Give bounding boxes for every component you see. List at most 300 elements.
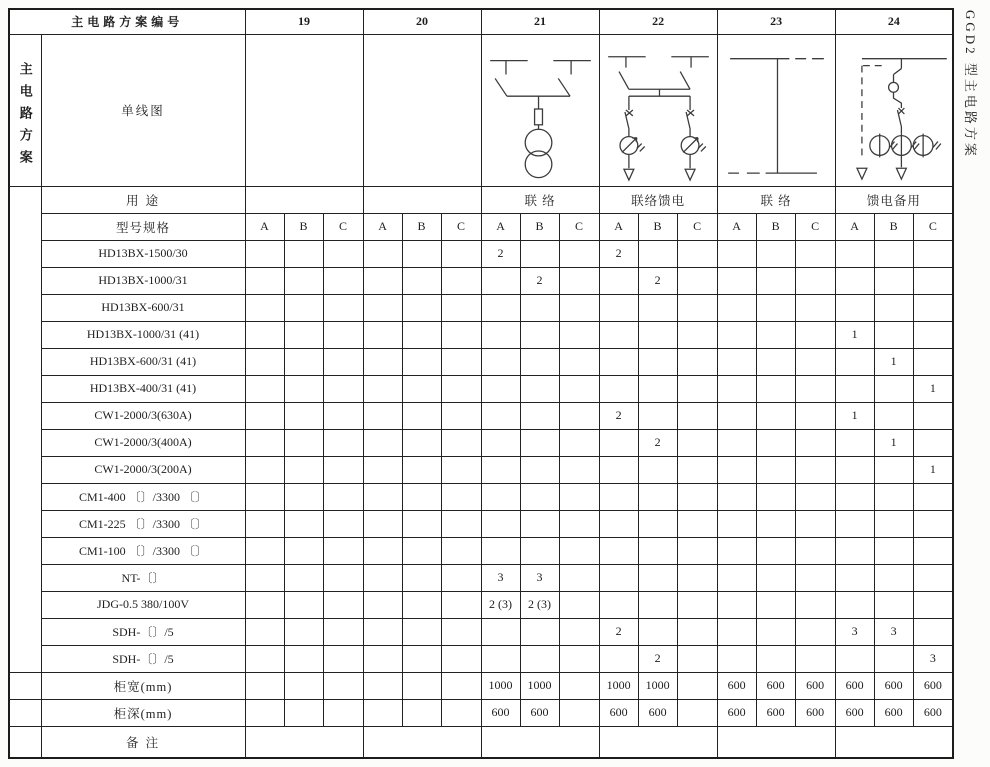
- spec-cell: [363, 510, 402, 537]
- row-label-model: HD13BX-1500/30: [41, 240, 245, 267]
- spec-cell: [284, 645, 323, 672]
- subcol-a: A: [245, 213, 284, 240]
- value-cell: [363, 699, 402, 726]
- spec-cell: [717, 537, 756, 564]
- spec-cell: [363, 564, 402, 591]
- subcol-b: B: [874, 213, 913, 240]
- spec-cell: [559, 402, 599, 429]
- spec-cell: [599, 429, 638, 456]
- spec-cell: [323, 348, 363, 375]
- left-spacer-cell: [9, 699, 41, 726]
- spec-cell: [245, 645, 284, 672]
- spec-cell: [559, 645, 599, 672]
- row-label-model: HD13BX-1000/31: [41, 267, 245, 294]
- spec-cell: [520, 294, 559, 321]
- spec-cell: [599, 456, 638, 483]
- spec-cell: [441, 618, 481, 645]
- spec-cell: 2: [599, 618, 638, 645]
- main-circuit-scheme-vertical-label: 主电路方案: [17, 62, 33, 172]
- spec-cell: [402, 294, 441, 321]
- spec-cell: [323, 537, 363, 564]
- spec-cell: [363, 456, 402, 483]
- subcol-a: A: [835, 213, 874, 240]
- spec-cell: [402, 483, 441, 510]
- spec-cell: [756, 645, 795, 672]
- spec-cell: [677, 321, 717, 348]
- spec-cell: [913, 618, 953, 645]
- spec-cell: [913, 510, 953, 537]
- spec-cell: [245, 348, 284, 375]
- spec-cell: [795, 294, 835, 321]
- spec-cell: [835, 348, 874, 375]
- spec-cell: [756, 375, 795, 402]
- value-cell: [284, 672, 323, 699]
- spec-cell: [402, 564, 441, 591]
- spec-cell: [323, 240, 363, 267]
- spec-cell: 2: [638, 645, 677, 672]
- spec-cell: [402, 591, 441, 618]
- spec-cell: [402, 348, 441, 375]
- value-cell: 600: [795, 699, 835, 726]
- spec-cell: [913, 267, 953, 294]
- spec-cell: [677, 375, 717, 402]
- spec-row: [9, 402, 953, 429]
- usage-row: [9, 186, 953, 213]
- spec-cell: [795, 645, 835, 672]
- spec-row: [9, 294, 953, 321]
- spec-cell: [677, 294, 717, 321]
- spec-cell: [245, 429, 284, 456]
- spec-cell: [245, 321, 284, 348]
- spec-cell: 2 (3): [481, 591, 520, 618]
- spec-cell: [323, 645, 363, 672]
- spec-cell: [245, 510, 284, 537]
- spec-cell: [481, 375, 520, 402]
- spec-cell: [717, 321, 756, 348]
- spec-cell: [677, 591, 717, 618]
- spec-cell: [677, 240, 717, 267]
- spec-cell: [835, 591, 874, 618]
- spec-row: [9, 618, 953, 645]
- spec-cell: [402, 375, 441, 402]
- spec-cell: [520, 321, 559, 348]
- spec-cell: [835, 483, 874, 510]
- spec-cell: [677, 537, 717, 564]
- spec-cell: [638, 510, 677, 537]
- spec-cell: [363, 267, 402, 294]
- spec-row: [9, 510, 953, 537]
- spec-cell: [284, 537, 323, 564]
- spec-cell: [284, 348, 323, 375]
- spec-cell: [481, 294, 520, 321]
- spec-cell: [559, 267, 599, 294]
- spec-cell: [284, 618, 323, 645]
- spec-cell: [638, 483, 677, 510]
- spec-cell: [284, 564, 323, 591]
- usage-cell-21: 联 络: [481, 186, 599, 213]
- spec-cell: [795, 510, 835, 537]
- spec-cell: [599, 645, 638, 672]
- spec-cell: [913, 429, 953, 456]
- spec-cell: [363, 618, 402, 645]
- spec-cell: [323, 564, 363, 591]
- value-cell: [323, 672, 363, 699]
- spec-cell: [599, 348, 638, 375]
- spec-cell: 3: [913, 645, 953, 672]
- usage-cell-20: [363, 186, 481, 213]
- spec-cell: [441, 510, 481, 537]
- spec-cell: [245, 402, 284, 429]
- spec-cell: [717, 618, 756, 645]
- spec-cell: 3: [874, 618, 913, 645]
- notes-cell-24: [835, 726, 953, 758]
- spec-cell: [481, 402, 520, 429]
- subcol-a: A: [599, 213, 638, 240]
- spec-cell: 2: [481, 240, 520, 267]
- spec-cell: [756, 402, 795, 429]
- spec-cell: [913, 240, 953, 267]
- spec-cell: [874, 537, 913, 564]
- spec-cell: [795, 456, 835, 483]
- spec-cell: [677, 645, 717, 672]
- spec-cell: [402, 510, 441, 537]
- spec-cell: [913, 348, 953, 375]
- row-label-model: HD13BX-1000/31 (41): [41, 321, 245, 348]
- spec-cell: [756, 510, 795, 537]
- spec-cell: [835, 537, 874, 564]
- spec-cell: [559, 348, 599, 375]
- spec-cell: [599, 321, 638, 348]
- spec-cell: [874, 267, 913, 294]
- row-label-model: CW1-2000/3(200A): [41, 456, 245, 483]
- spec-cell: [835, 267, 874, 294]
- spec-cell: [520, 375, 559, 402]
- single-line-diagram-23-icon: [718, 35, 835, 185]
- spec-cell: [520, 348, 559, 375]
- spec-cell: [323, 267, 363, 294]
- row-label-model: CM1-100 〔〕/3300 〔〕: [41, 537, 245, 564]
- row-label-model: HD13BX-600/31 (41): [41, 348, 245, 375]
- spec-cell: [363, 240, 402, 267]
- value-cell: 600: [913, 699, 953, 726]
- spec-cell: [638, 402, 677, 429]
- spec-cell: 1: [835, 402, 874, 429]
- spec-cell: 3: [835, 618, 874, 645]
- spec-cell: [284, 483, 323, 510]
- spec-cell: [363, 537, 402, 564]
- row-label-model: CM1-225 〔〕/3300 〔〕: [41, 510, 245, 537]
- spec-row: [9, 456, 953, 483]
- spec-cell: 2: [638, 429, 677, 456]
- spec-cell: [677, 402, 717, 429]
- value-cell: [245, 699, 284, 726]
- subcol-a: A: [481, 213, 520, 240]
- spec-cell: [913, 402, 953, 429]
- spec-cell: [717, 348, 756, 375]
- spec-cell: [441, 564, 481, 591]
- main-circuit-scheme-table: [8, 8, 954, 759]
- spec-cell: [638, 537, 677, 564]
- spec-cell: [284, 375, 323, 402]
- spec-cell: [481, 537, 520, 564]
- value-cell: [559, 699, 599, 726]
- row-label-model: HD13BX-400/31 (41): [41, 375, 245, 402]
- spec-cell: [599, 375, 638, 402]
- spec-cell: [520, 618, 559, 645]
- spec-cell: 2 (3): [520, 591, 559, 618]
- scheme-number-23: 23: [717, 9, 835, 34]
- single-line-diagram-21-icon: [482, 35, 599, 185]
- spec-cell: [756, 429, 795, 456]
- spec-cell: 1: [913, 375, 953, 402]
- spec-cell: [756, 483, 795, 510]
- spec-cell: [284, 510, 323, 537]
- scheme-number-19: 19: [245, 9, 363, 34]
- value-cell: [363, 672, 402, 699]
- spec-cell: [913, 564, 953, 591]
- row-label-cabinet-depth: 柜深(mm): [41, 699, 245, 726]
- spec-cell: [520, 483, 559, 510]
- value-cell: 1000: [481, 672, 520, 699]
- row-label-model: SDH-〔〕/5: [41, 645, 245, 672]
- subcol-a: A: [363, 213, 402, 240]
- spec-cell: [756, 537, 795, 564]
- left-spacer-column: [9, 186, 41, 672]
- spec-cell: [284, 267, 323, 294]
- row-label-model: CW1-2000/3(400A): [41, 429, 245, 456]
- spec-cell: [520, 510, 559, 537]
- spec-cell: [599, 564, 638, 591]
- spec-cell: [717, 645, 756, 672]
- value-cell: 600: [638, 699, 677, 726]
- value-cell: 1000: [520, 672, 559, 699]
- spec-cell: [835, 456, 874, 483]
- row-label-model: NT-〔〕: [41, 564, 245, 591]
- spec-cell: [284, 321, 323, 348]
- spec-cell: [913, 294, 953, 321]
- value-cell: [441, 672, 481, 699]
- spec-cell: [284, 591, 323, 618]
- spec-cell: 2: [638, 267, 677, 294]
- spec-cell: [363, 402, 402, 429]
- spec-cell: [795, 402, 835, 429]
- spec-cell: [323, 618, 363, 645]
- subcol-b: B: [520, 213, 559, 240]
- subcol-c: C: [795, 213, 835, 240]
- spec-cell: 2: [520, 267, 559, 294]
- spec-cell: [795, 537, 835, 564]
- spec-cell: [441, 348, 481, 375]
- spec-cell: [323, 402, 363, 429]
- row-label-model: SDH-〔〕/5: [41, 618, 245, 645]
- spec-cell: [874, 321, 913, 348]
- spec-cell: [638, 240, 677, 267]
- spec-cell: [874, 456, 913, 483]
- value-cell: 600: [717, 699, 756, 726]
- value-cell: [284, 699, 323, 726]
- cabinet-width-row: [9, 672, 953, 699]
- spec-cell: [363, 375, 402, 402]
- spec-header-row: [9, 213, 953, 240]
- value-cell: 600: [756, 672, 795, 699]
- spec-cell: [638, 375, 677, 402]
- spec-cell: [520, 537, 559, 564]
- spec-cell: [559, 483, 599, 510]
- spec-cell: [756, 294, 795, 321]
- spec-cell: [717, 429, 756, 456]
- spec-cell: 2: [599, 402, 638, 429]
- usage-cell-22: 联络馈电: [599, 186, 717, 213]
- diagram-cell-19: [245, 34, 363, 186]
- notes-cell-22: [599, 726, 717, 758]
- spec-cell: [756, 348, 795, 375]
- spec-cell: 1: [835, 321, 874, 348]
- spec-cell: [481, 429, 520, 456]
- row-label-model: CW1-2000/3(630A): [41, 402, 245, 429]
- spec-cell: [245, 240, 284, 267]
- spec-cell: [677, 456, 717, 483]
- spec-cell: [874, 564, 913, 591]
- spec-row: [9, 483, 953, 510]
- usage-cell-19: [245, 186, 363, 213]
- spec-cell: [717, 510, 756, 537]
- spec-cell: [441, 294, 481, 321]
- spec-cell: [520, 645, 559, 672]
- spec-row: [9, 321, 953, 348]
- spec-cell: [795, 267, 835, 294]
- spec-cell: [835, 429, 874, 456]
- spec-cell: [481, 483, 520, 510]
- spec-cell: [795, 591, 835, 618]
- spec-cell: [363, 429, 402, 456]
- diagram-cell-20: [363, 34, 481, 186]
- row-label-usage: 用 途: [41, 186, 245, 213]
- spec-cell: [638, 348, 677, 375]
- spec-cell: [913, 321, 953, 348]
- spec-cell: [559, 240, 599, 267]
- spec-cell: [795, 483, 835, 510]
- spec-cell: [559, 564, 599, 591]
- spec-cell: [402, 429, 441, 456]
- spec-cell: [481, 618, 520, 645]
- value-cell: 600: [835, 672, 874, 699]
- value-cell: [441, 699, 481, 726]
- value-cell: 600: [717, 672, 756, 699]
- spec-cell: [481, 321, 520, 348]
- row-label-model: CM1-400 〔〕/3300 〔〕: [41, 483, 245, 510]
- diagram-cell-21: [481, 34, 599, 186]
- spec-cell: [323, 429, 363, 456]
- spec-cell: [756, 591, 795, 618]
- spec-cell: 3: [520, 564, 559, 591]
- spec-cell: [363, 348, 402, 375]
- row-label-spec: 型号规格: [41, 213, 245, 240]
- spec-cell: [323, 294, 363, 321]
- value-cell: 600: [481, 699, 520, 726]
- spec-cell: [874, 483, 913, 510]
- spec-cell: [874, 240, 913, 267]
- spec-row: [9, 645, 953, 672]
- spec-cell: [481, 267, 520, 294]
- spec-cell: [795, 348, 835, 375]
- spec-cell: [677, 564, 717, 591]
- spec-row: [9, 240, 953, 267]
- row-label-model: JDG-0.5 380/100V: [41, 591, 245, 618]
- value-cell: 600: [795, 672, 835, 699]
- spec-cell: [402, 537, 441, 564]
- spec-cell: [245, 618, 284, 645]
- notes-cell-21: [481, 726, 599, 758]
- spec-cell: [913, 537, 953, 564]
- spec-cell: [245, 483, 284, 510]
- spec-cell: [402, 402, 441, 429]
- scheme-number-20: 20: [363, 9, 481, 34]
- spec-cell: [717, 375, 756, 402]
- spec-cell: [363, 645, 402, 672]
- spec-cell: [874, 375, 913, 402]
- value-cell: 600: [599, 699, 638, 726]
- spec-cell: [441, 429, 481, 456]
- diagram-cell-23: [717, 34, 835, 186]
- spec-cell: [323, 456, 363, 483]
- spec-cell: [599, 591, 638, 618]
- usage-cell-24: 馈电备用: [835, 186, 953, 213]
- spec-cell: [677, 618, 717, 645]
- spec-cell: [717, 294, 756, 321]
- spec-cell: [677, 348, 717, 375]
- spec-cell: [638, 321, 677, 348]
- cabinet-depth-row: [9, 699, 953, 726]
- scheme-number-24: 24: [835, 9, 953, 34]
- spec-cell: [835, 240, 874, 267]
- left-spacer-cell: [9, 672, 41, 699]
- spec-cell: [756, 564, 795, 591]
- spec-cell: [559, 510, 599, 537]
- spec-cell: [874, 591, 913, 618]
- single-line-diagram-24-icon: [836, 35, 953, 185]
- spec-cell: [874, 645, 913, 672]
- spec-cell: [323, 510, 363, 537]
- spec-cell: [756, 618, 795, 645]
- spec-cell: [520, 402, 559, 429]
- spec-row: [9, 537, 953, 564]
- spec-cell: [756, 240, 795, 267]
- diagram-cell-24: [835, 34, 953, 186]
- spec-cell: [245, 591, 284, 618]
- spec-cell: [284, 429, 323, 456]
- value-cell: [402, 699, 441, 726]
- row-label-diagram: 单线图: [41, 34, 245, 186]
- spec-cell: [402, 321, 441, 348]
- spec-row: [9, 267, 953, 294]
- spec-cell: [323, 321, 363, 348]
- spec-cell: [441, 645, 481, 672]
- spec-cell: [717, 267, 756, 294]
- spec-cell: [363, 294, 402, 321]
- spec-cell: [717, 564, 756, 591]
- subcol-c: C: [677, 213, 717, 240]
- spec-cell: [599, 294, 638, 321]
- spec-cell: [481, 510, 520, 537]
- spec-cell: [756, 321, 795, 348]
- spec-cell: [835, 375, 874, 402]
- value-cell: 600: [913, 672, 953, 699]
- value-cell: 600: [835, 699, 874, 726]
- value-cell: 600: [756, 699, 795, 726]
- spec-cell: [323, 591, 363, 618]
- spec-cell: [599, 483, 638, 510]
- subcol-c: C: [559, 213, 599, 240]
